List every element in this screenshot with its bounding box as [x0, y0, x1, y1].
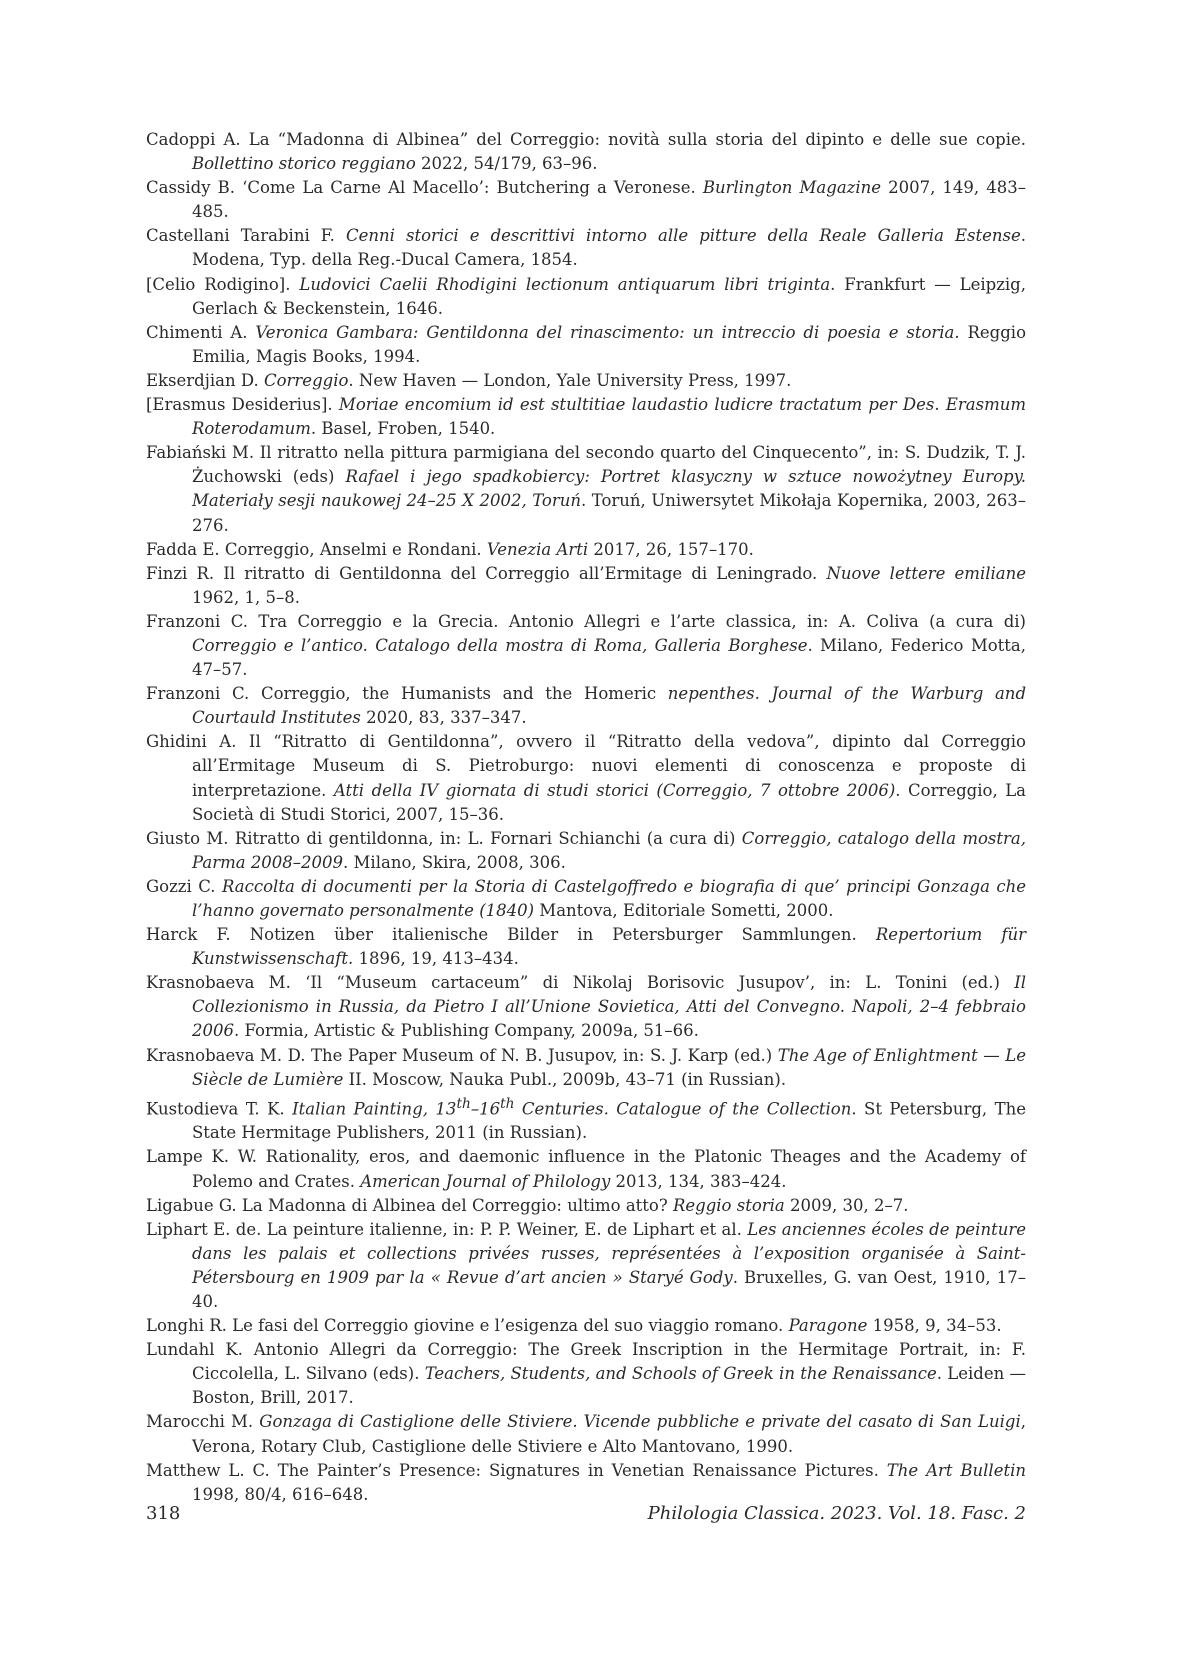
reference-entry [146, 1459, 1026, 1507]
reference-text-segment: Liphart E. de. La peinture italienne, in: P. P. Weiner, E. de Liphart et al. [146, 1219, 748, 1239]
reference-text-segment: Mantova, Editoriale Sometti, 2000. [534, 901, 834, 920]
reference-text-segment: Longhi R. Le fasi del Correggio giovine e l’esigenza del suo viaggio romano. [146, 1316, 789, 1336]
reference-entry [146, 610, 1026, 682]
reference-title-segment: Repertorium für Kunstwissenschaft. [192, 925, 1026, 969]
reference-text-segment: Franzoni C. Tra Correggio e la Grecia. Antonio Allegri e l’arte classica, in: A. Coliva (a cura di) [146, 611, 1026, 631]
reference-title-segment: Correggio, catalogo della mostra, Parma 2008–2009 [192, 828, 1026, 872]
reference-text-segment: Lampe K. W. Rationality, eros, and daemonic influence in the Platonic Theages and the Academy of Polemo and Crates. [146, 1147, 1026, 1191]
page-number: 318 [146, 1503, 181, 1524]
reference-title-segment: Les anciennes écoles de peinture dans les palais et collections privées russes, représentées à l’exposition organisée à Saint-Pétersbourg en 1909 par la « Revue d’art ancien » Staryé Gody [192, 1219, 1026, 1287]
reference-text-segment: 1896, 19, 413–434. [353, 949, 519, 969]
reference-list [146, 128, 1026, 1507]
reference-entry [146, 1338, 1026, 1410]
reference-text-segment: 2013, 134, 383–424. [610, 1171, 787, 1191]
reference-title-segment: Moriae encomium id est stultitiae laudastio ludicre tractatum per Des. Erasmum Roterodamum [192, 395, 1026, 439]
reference-entry [146, 971, 1026, 1043]
reference-text-segment: Ghidini A. Il “Ritratto di Gentildonna”, ovvero il “Ritratto della vedova”, dipinto dal Correggio all’Ermitage Museum di S. Pietroburgo: nuovi elementi di conoscenza e proposte di interpretazione. [146, 732, 1026, 800]
reference-text-segment: 1958, 9, 34–53. [867, 1316, 1002, 1336]
reference-title-segment: th [500, 1095, 515, 1112]
reference-text-segment: . Leiden — Boston, Brill, 2017. [192, 1364, 1026, 1408]
reference-title-segment: Il Collezionismo in Russia, da Pietro I all’Unione Sovietica, Atti del Convegno. Napoli, 2–4 febbraio 2006 [192, 973, 1026, 1041]
reference-entry [146, 1044, 1026, 1092]
reference-title-segment: Reggio storia [672, 1195, 785, 1215]
reference-entry [146, 923, 1026, 971]
reference-title-segment: th [456, 1095, 471, 1112]
reference-text-segment: Lundahl K. Antonio Allegri da Correggio: The Greek Inscription in the Hermitage Portrait, in: F. Ciccolella, L. Silvano (eds). [146, 1340, 1026, 1384]
reference-entry [146, 369, 1026, 393]
reference-title-segment: –16 [470, 1099, 501, 1119]
reference-text-segment: 1962, 1, 5–8. [192, 587, 300, 607]
reference-text-segment: Finzi R. Il ritratto di Gentildonna del Correggio all’Ermitage di Leningrado. [146, 563, 827, 583]
reference-title-segment: Correggio [263, 370, 349, 390]
reference-title-segment: Veronica Gambara: Gentildonna del rinascimento: un intreccio di poesia e storia [255, 322, 955, 342]
reference-title-segment: Teachers, Students, and Schools of Greek in the Renaissance [424, 1364, 937, 1384]
reference-text-segment: Ekserdjian D. [146, 370, 264, 390]
reference-text-segment: Castellani Tarabini F. [146, 226, 346, 246]
reference-title-segment: Atti della IV giornata di studi storici (Correggio, 7 ottobre 2006) [333, 780, 896, 800]
reference-text-segment: Kustodieva T. K. [146, 1099, 293, 1119]
reference-title-segment: Correggio e l’antico. Catalogo della mostra di Roma, Galleria Borghese [192, 635, 808, 655]
reference-entry [146, 273, 1026, 321]
reference-title-segment: Journal of the Warburg and Courtauld Institutes [192, 684, 1027, 728]
reference-text-segment: Cadoppi A. La “Madonna di Albinea” del Correggio: novità sulla storia del dipinto e delle sue copie. [146, 130, 1026, 149]
reference-entry [146, 562, 1026, 610]
reference-text-segment: Harck F. Notizen über italienische Bilder in Petersburger Sammlungen. [146, 925, 876, 945]
reference-text-segment: . Toruń, Uniwersytet Mikołaja Kopernika, 2003, 263–276. [192, 491, 1026, 535]
reference-title-segment: Paragone [788, 1316, 868, 1336]
reference-text-segment: 1998, 80/4, 616–648. [192, 1484, 369, 1504]
reference-entry [146, 1218, 1026, 1314]
reference-entry [146, 321, 1026, 369]
reference-entry [146, 176, 1026, 224]
reference-entry [146, 1314, 1026, 1338]
reference-text-segment: . Modena, Typ. della Reg.-Ducal Camera, 1854. [192, 226, 1026, 270]
reference-title-segment: Gonzaga di Castiglione delle Stiviere. Vicende pubbliche e private del casato di San Luigi [259, 1412, 1021, 1432]
reference-entry [146, 827, 1026, 875]
reference-entry [146, 393, 1026, 441]
reference-entry [146, 682, 1026, 730]
reference-text-segment: . Bruxelles, G. van Oest, 1910, 17–40. [192, 1267, 1026, 1311]
reference-text-segment: Chimenti A. [146, 322, 256, 342]
reference-title-segment: Ludovici Caelii Rhodigini lectionum antiquarum libri triginta [299, 274, 831, 294]
reference-text-segment: [Erasmus Desiderius]. [146, 395, 339, 415]
reference-entry [146, 538, 1026, 562]
reference-text-segment: . Basel, Froben, 1540. [310, 419, 496, 439]
reference-entry [146, 441, 1026, 537]
reference-text-segment: Matthew L. C. The Painter’s Presence: Signatures in Venetian Renaissance Pictures. [146, 1460, 887, 1480]
reference-text-segment: . Correggio, La Società di Studi Storici, 2007, 15–36. [192, 780, 1026, 824]
reference-text-segment: Cassidy B. ‘Come La Carne Al Macello’: Butchering a Veronese. [146, 178, 703, 198]
reference-entry [146, 875, 1026, 923]
reference-text-segment: . St Petersburg, The State Hermitage Publishers, 2011 (in Russian). [192, 1099, 1026, 1143]
reference-text-segment: . Frankfurt — Leipzig, Gerlach & Beckenstein, 1646. [192, 274, 1026, 318]
reference-text-segment: Giusto M. Ritratto di gentildonna, in: L. Fornari Schianchi (a cura di) [146, 828, 742, 848]
reference-text-segment: 2009, 30, 2–7. [784, 1195, 909, 1215]
reference-entry [146, 1092, 1026, 1146]
reference-text-segment: . Reggio Emilia, Magis Books, 1994. [192, 322, 1027, 366]
reference-text-segment: . Formia, Artistic & Publishing Company, 2009a, 51–66. [234, 1021, 699, 1041]
reference-title-segment: Venezia Arti [486, 539, 589, 559]
reference-entry [146, 128, 1026, 176]
reference-text-segment: . Milano, Federico Motta, 47–57. [192, 635, 1026, 680]
reference-text-segment: . [754, 684, 772, 704]
reference-text-segment: . New Haven — London, Yale University Press, 1997. [348, 370, 792, 390]
reference-title-segment: Rafael i jego spadkobiercy: Portret klasyczny w sztuce nowożytney Europy. Materiały sesji naukowej 24–25 X 2002, Toruń [192, 467, 1026, 511]
reference-title-segment: Italian Painting, 13 [292, 1099, 457, 1119]
reference-text-segment: Marocchi M. [146, 1412, 260, 1432]
reference-text-segment: [Celio Rodigino]. [146, 274, 300, 294]
reference-title-segment: Nuove lettere emiliane [826, 563, 1027, 583]
reference-entry [146, 1194, 1026, 1218]
reference-text-segment: Ligabue G. La Madonna di Albinea del Correggio: ultimo atto? [146, 1195, 673, 1215]
reference-title-segment: Raccolta di documenti per la Storia di Castelgoffredo e biografia di que’ principi Gonzaga che l’hanno governato personalmente (1840) [192, 876, 1026, 920]
reference-text-segment: 2022, 54/179, 63–96. [415, 154, 598, 174]
reference-text-segment: Fadda E. Correggio, Anselmi e Rondani. [146, 539, 487, 559]
reference-title-segment: American Journal of Philology [360, 1171, 611, 1191]
reference-text-segment: II. Moscow, Nauka Publ., 2009b, 43–71 (in Russian). [343, 1069, 787, 1089]
journal-citation: Philologia Classica. 2023. Vol. 18. Fasc. 2 [647, 1503, 1026, 1524]
reference-text-segment: 2007, 149, 483–485. [192, 178, 1026, 222]
reference-entry [146, 1145, 1026, 1193]
reference-text-segment: Gozzi C. [146, 876, 222, 896]
reference-entry [146, 224, 1026, 272]
reference-title-segment: nepenthes [667, 684, 755, 704]
reference-entry [146, 1410, 1026, 1458]
reference-title-segment: Burlington Magazine [702, 178, 882, 198]
reference-text-segment: Fabiański M. Il ritratto nella pittura parmigiana del secondo quarto del Cinquecento”, in: S. Dudzik, T. J. Żuchowski (eds) [146, 443, 1026, 487]
reference-text-segment: Franzoni C. Correggio, the Humanists and the Homeric [146, 684, 668, 704]
reference-title-segment: The Age of Enlightment — Le Siècle de Lumière [192, 1045, 1026, 1089]
reference-title-segment: The Art Bulletin [886, 1460, 1027, 1480]
reference-text-segment: . Milano, Skira, 2008, 306. [343, 852, 566, 872]
reference-text-segment: 2020, 83, 337–347. [360, 708, 527, 728]
reference-text-segment: Krasnobaeva M. D. The Paper Museum of N. B. Jusupov, in: S. J. Karp (ed.) [146, 1045, 778, 1065]
reference-title-segment: Bollettino storico reggiano [192, 154, 416, 174]
reference-title-segment: Cenni storici e descrittivi intorno alle pitture della Reale Galleria Estense [345, 226, 1021, 246]
reference-text-segment: 2017, 26, 157–170. [588, 539, 754, 559]
reference-title-segment: Centuries. Catalogue of the Collection [514, 1099, 852, 1119]
reference-entry [146, 730, 1026, 826]
reference-text-segment: Krasnobaeva M. ‘Il “Museum cartaceum” di Nikolaj Borisovic Jusupov’, in: L. Tonini (ed.) [146, 973, 1015, 993]
reference-text-segment: , Verona, Rotary Club, Castiglione delle Stiviere e Alto Mantovano, 1990. [192, 1412, 1026, 1456]
